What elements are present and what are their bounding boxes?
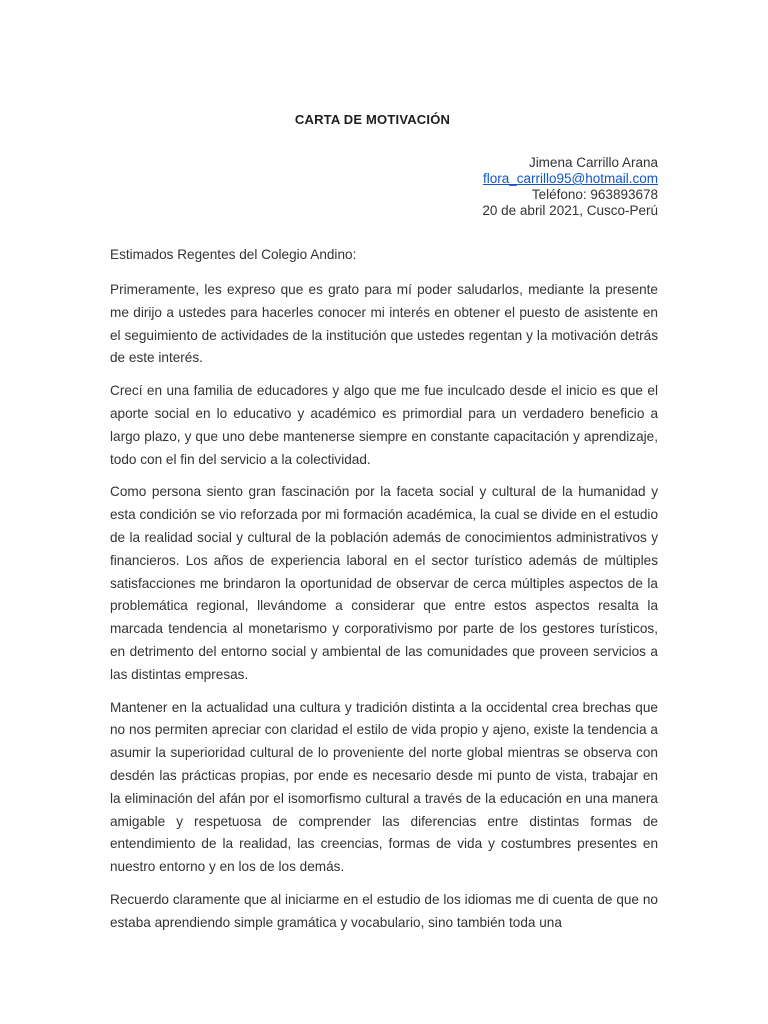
paragraph-1: Primeramente, les expreso que es grato para mí poder saludarlos, mediante la presente me dirijo a ustedes para hacerles conocer mi interés en obtener el puesto de asistente en el seguimiento de actividades de la institución que ustedes regentan y la motivación detrás de este interés.: [110, 282, 658, 366]
sender-email-link[interactable]: flora_carrillo95@hotmail.com: [482, 171, 658, 186]
paragraph-2: Crecí en una familia de educadores y algo que me fue inculcado desde el inicio es que el aporte social en lo educativo y académico es primordial para un verdadero beneficio a largo plazo, y que uno debe mantenerse siempre en constante capacitación y aprendizaje, todo con el fin del servicio a la colectividad.: [110, 383, 658, 467]
letter-title: CARTA DE MOTIVACIÓN: [294, 112, 451, 127]
paragraph-5: Recuerdo claramente que al iniciarme en el estudio de los idiomas me di cuenta de que no estaba aprendiendo simple gramática y vocabulario, sino también toda una: [110, 891, 658, 930]
sender-name: Jimena Carrillo Arana: [528, 155, 658, 170]
sender-block: [298, 155, 658, 219]
sender-date-place: 20 de abril 2021, Cusco-Perú: [482, 203, 658, 218]
salutation: Estimados Regentes del Colegio Andino:: [110, 247, 357, 262]
sender-phone: Teléfono: 963893678: [531, 187, 658, 202]
paragraph-3: Como persona siento gran fascinación por la faceta social y cultural de la humanidad y esta condición se vio reforzada por mi formación académica, la cual se divide en el estudio de la realidad social y cultural de la población además de conocimientos administrativos y financieros. Los años de experiencia laboral en el sector turístico además de múltiples satisfacciones me brindaron la oportunidad de observar de cerca múltiples aspectos de la problemática regional, llevándome a considerar que entre estos aspectos resalta la marcada tendencia al monetarismo y corporativismo por parte de los gestores turísticos, en detrimento del entorno social y ambiental de las comunidades que proveen servicios a las distintas empresas.: [110, 484, 658, 682]
letter-body: [110, 247, 658, 945]
paragraph-4: Mantener en la actualidad una cultura y tradición distinta a la occidental crea brechas que no nos permiten apreciar con claridad el estilo de vida propio y ajeno, existe la tendencia a asumir la superioridad cultural de lo proveniente del norte global mientras se observa con desdén las prácticas propias, por ende es necesario desde mi punto de vista, trabajar en la eliminación del afán por el isomorfismo cultural a través de la educación en una manera amigable y respetuosa de comprender las diferencias entre distintas formas de entendimiento de la realidad, las creencias, formas de vida y costumbres presentes en nuestro entorno y en los de los demás.: [110, 699, 658, 875]
